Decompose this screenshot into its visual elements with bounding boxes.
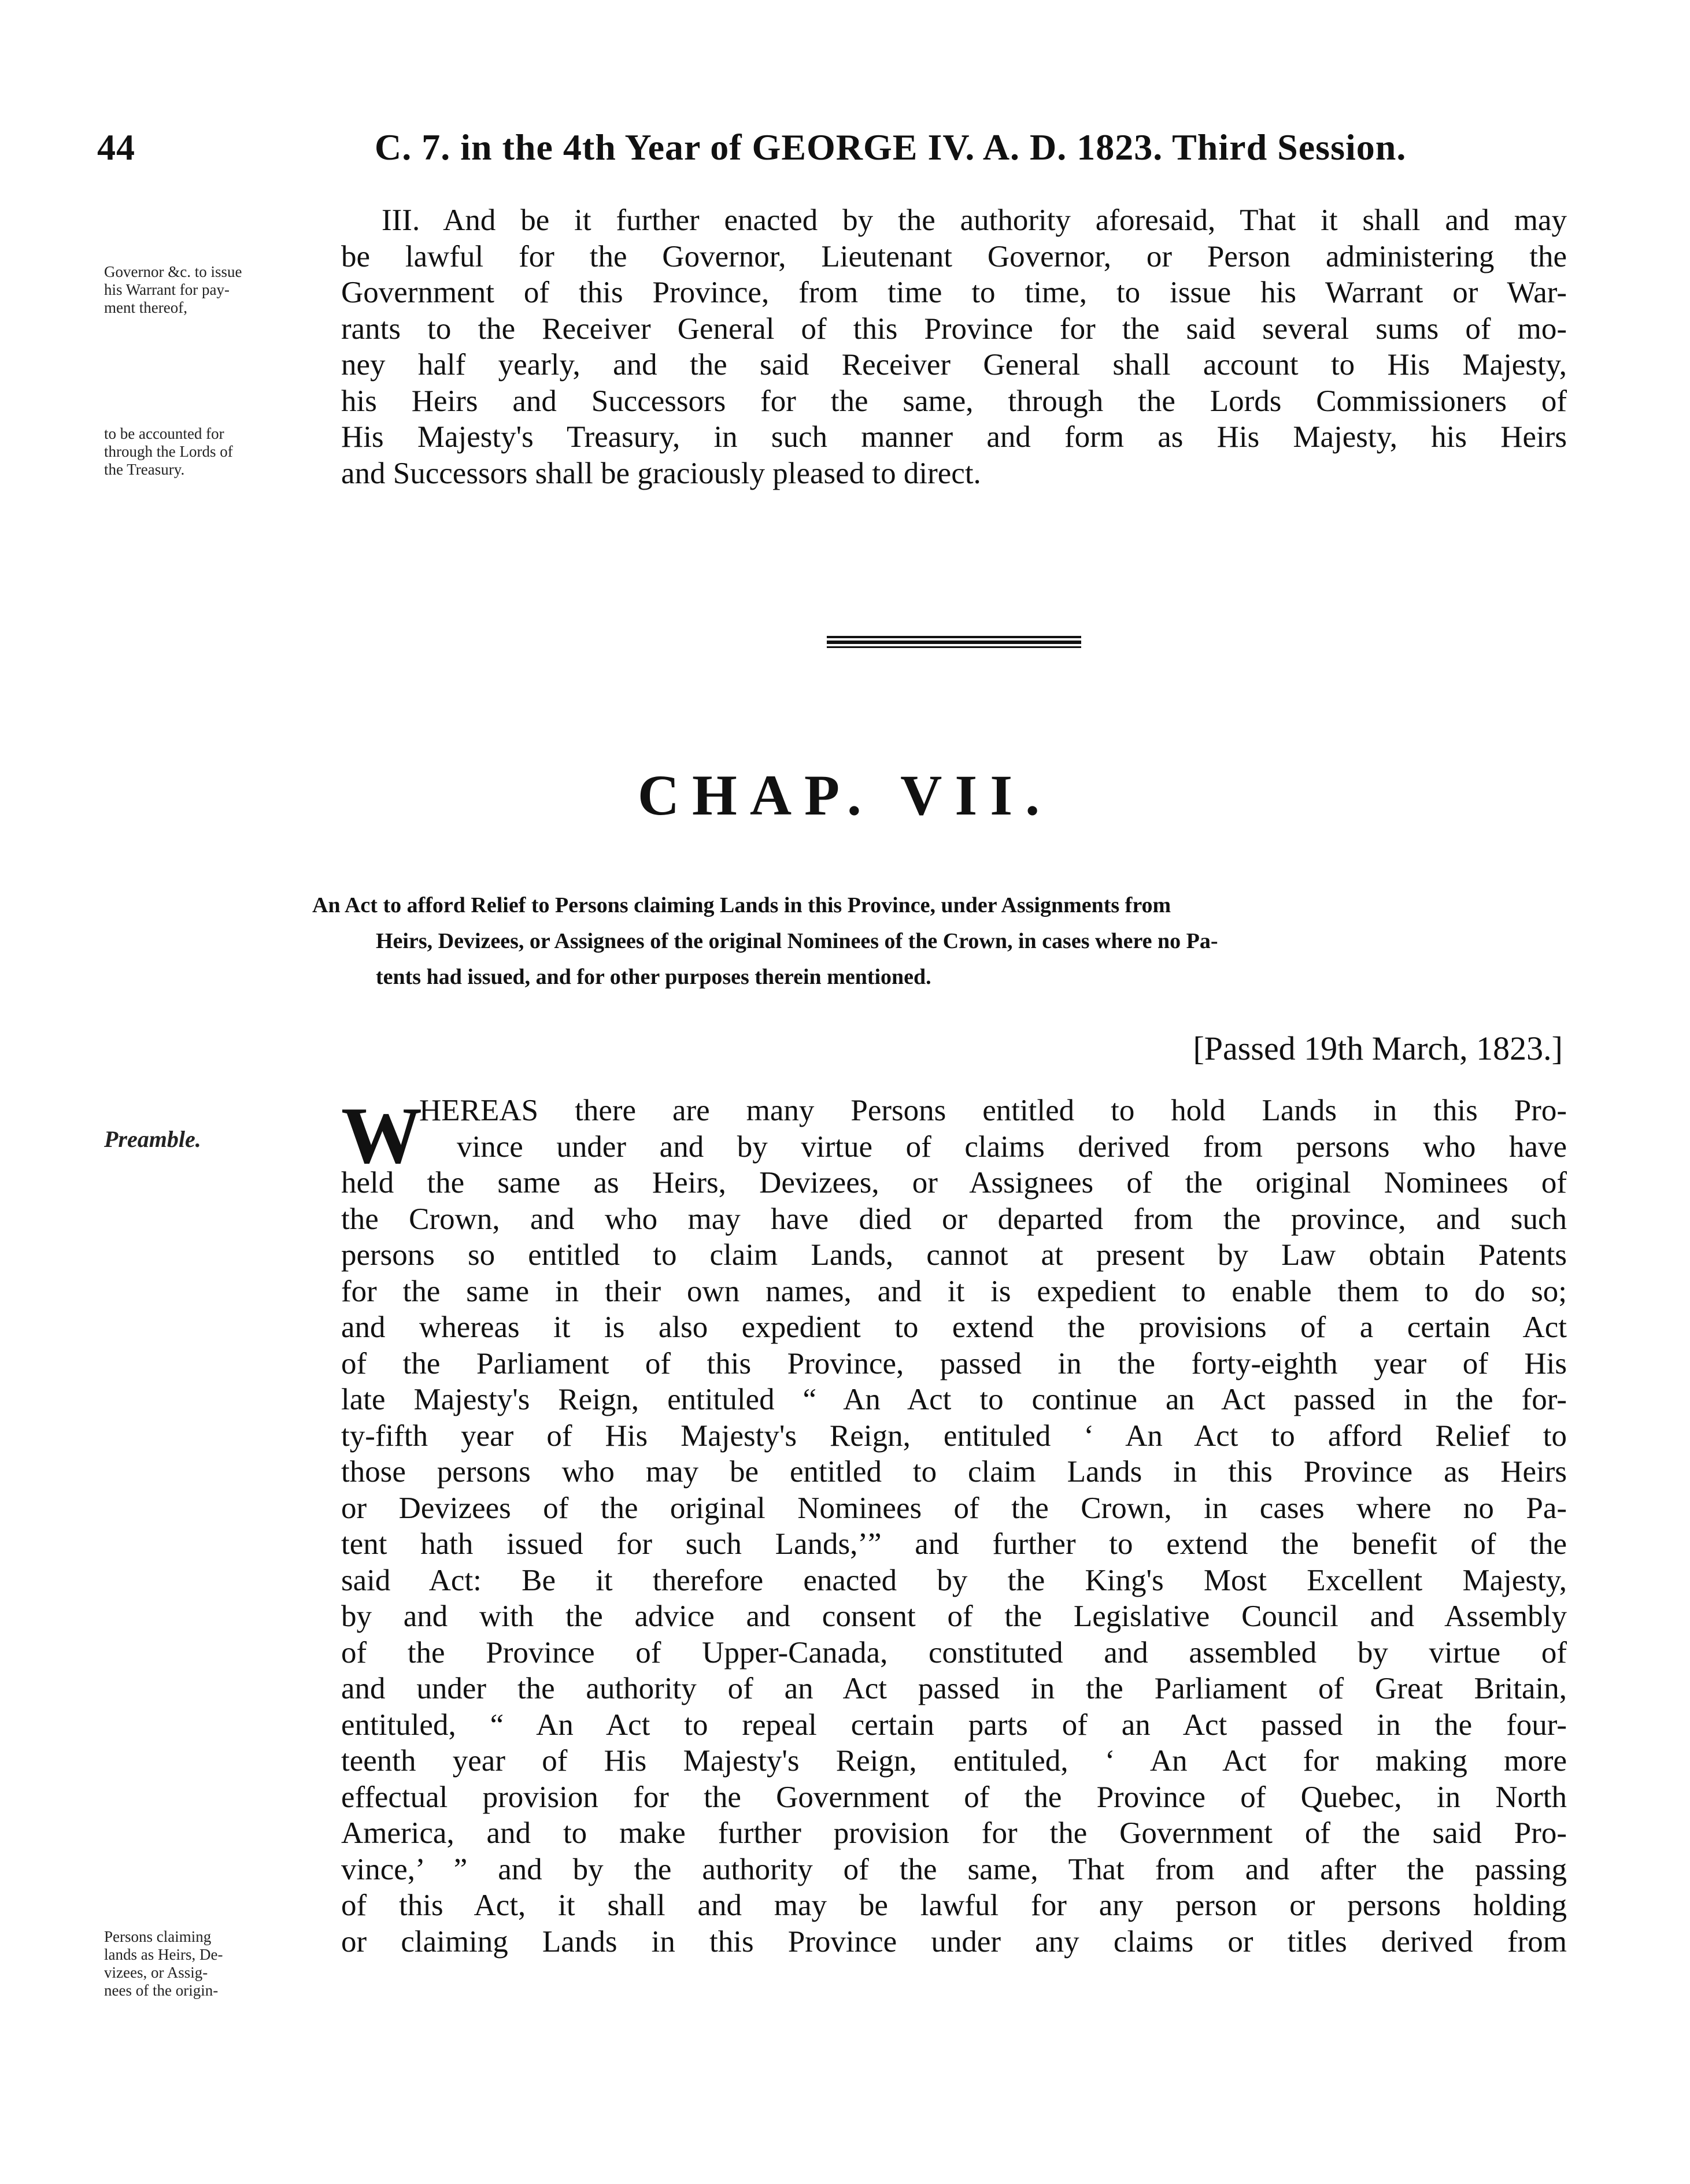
text-line: or Devizees of the original Nominees of the Crown, in cases where no Pa- [341,1491,1567,1525]
sidenote-line: nees of the origin- [104,1982,219,1999]
running-header [97,126,1577,178]
drop-cap: W [341,1091,422,1180]
text-line: vince under and by virtue of claims derived from persons who have [457,1130,1567,1164]
text-line: vince,’ ” and by the authority of the same, That from and after the passing [341,1852,1567,1886]
text-line: HEREAS there are many Persons entitled to hold Lands in this Pro- [419,1094,1567,1127]
description-line: An Act to afford Relief to Persons claiming Lands in this Province, under Assignments from [312,893,1171,917]
sidenote-line: to be accounted for [104,425,224,442]
preamble-text [341,1093,1567,1960]
sidenote-line: ment thereof, [104,299,187,316]
text-line: effectual provision for the Government of the Province of Quebec, in North [341,1780,1567,1814]
text-line: Government of this Province, from time to time, to issue his Warrant or War- [341,276,1567,309]
sidenote-line: his Warrant for pay- [104,281,230,298]
chapter-title: CHAP. VII. [637,763,1053,827]
text-line: by and with the advice and consent of the Legislative Council and Assembly [341,1600,1567,1633]
section-divider [827,636,1081,649]
sidenote-line: Governor &c. to issue [104,263,242,280]
description-line: tents had issued, and for other purposes therein mentioned. [376,965,931,989]
text-line: be lawful for the Governor, Lieutenant Governor, or Person administering the [341,239,1567,273]
text-line: tent hath issued for such Lands,’” and further to extend the benefit of the [341,1527,1567,1561]
text-line: of the Province of Upper-Canada, constituted and assembled by virtue of [341,1635,1567,1670]
running-title: C. 7. in the 4th Year of GEORGE IV. A. D. 1823. Third Session. [375,127,1407,168]
text-line: entituled, “ An Act to repeal certain parts of an Act passed in the four- [341,1708,1567,1742]
text-line: persons so entitled to claim Lands, cannot at present by Law obtain Patents [341,1238,1567,1272]
sidenote-line: the Treasury. [104,461,185,478]
text-line: of the Parliament of this Province, passed in the forty-eighth year of His [341,1346,1567,1380]
section-iii [341,202,1567,491]
text-line: or claiming Lands in this Province under any claims or titles derived from [341,1924,1567,1959]
chapter-description [312,887,1573,995]
sidenote-accounted [104,425,335,479]
text-line: his Heirs and Successors for the same, through the Lords Commissioners of [341,384,1567,418]
text-line: and Successors shall be graciously pleased to direct. [341,456,981,490]
text-line: His Majesty's Treasury, in such manner and form as His Majesty, his Heirs [341,420,1567,454]
text-line: ney half yearly, and the said Receiver General shall account to His Majesty, [341,348,1567,382]
text-line: said Act: Be it therefore enacted by the King's Most Excellent Majesty, [341,1563,1567,1597]
text-line: III. And be it further enacted by the authority aforesaid, That it shall and may [382,203,1567,237]
text-line: and whereas it is also expedient to extend the provisions of a certain Act [341,1311,1567,1344]
text-line: rants to the Receiver General of this Province for the said several sums of mo- [341,312,1567,346]
page-number: 44 [97,127,135,168]
sidenote-preamble: Preamble. [104,1126,201,1152]
text-line: America, and to make further provision for the Government of the said Pro- [341,1816,1567,1850]
text-line: those persons who may be entitled to claim Lands in this Province as Heirs [341,1455,1567,1489]
text-line: the Crown, and who may have died or departed from the province, and such [341,1202,1567,1236]
sidenote-line: vizees, or Assig- [104,1964,208,1981]
description-line: Heirs, Devizees, or Assignees of the original Nominees of the Crown, in cases where no Pa- [376,929,1218,953]
sidenote-line: Persons claiming [104,1928,212,1945]
text-line: and under the authority of an Act passed in the Parliament of Great Britain, [341,1672,1567,1705]
sidenote-governor [104,263,335,317]
text-line: ty-fifth year of His Majesty's Reign, entituled ‘ An Act to afford Relief to [341,1419,1567,1453]
text-line: of this Act, it shall and may be lawful for any person or persons holding [341,1889,1567,1922]
text-line: late Majesty's Reign, entituled “ An Act to continue an Act passed in the for- [341,1383,1567,1416]
text-line: for the same in their own names, and it is expedient to enable them to do so; [341,1274,1567,1308]
sidenote-line: through the Lords of [104,443,233,460]
sidenote-line: lands as Heirs, De- [104,1946,223,1963]
text-line: teenth year of His Majesty's Reign, entituled, ‘ An Act for making more [341,1744,1567,1778]
passed-date: [Passed 19th March, 1823.] [1193,1030,1563,1067]
text-line: held the same as Heirs, Devizees, or Assignees of the original Nominees of [341,1166,1567,1200]
sidenote-persons [104,1928,335,2000]
